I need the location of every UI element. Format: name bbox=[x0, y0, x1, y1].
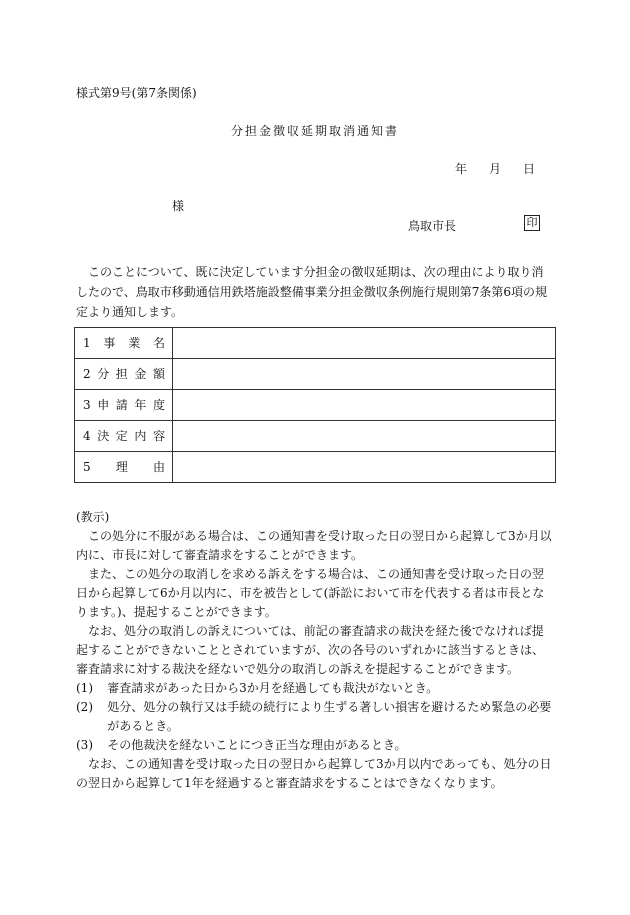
value-cell bbox=[173, 452, 556, 483]
row-number: 3 bbox=[83, 398, 91, 412]
notice-paragraph: なお、処分の取消しの訴えについては、前記の審査請求の裁決を経た後でなければ提起することができないこととされていますが、次の各号のいずれかに該当するときは、審査請求に対する裁決を経ないで処分の取消しの訴えを提起することができます。 bbox=[76, 624, 545, 676]
table-row bbox=[75, 359, 556, 390]
label-char: 名 bbox=[152, 336, 165, 350]
date-line bbox=[455, 160, 535, 178]
label-char: 定 bbox=[115, 429, 128, 443]
table-row bbox=[75, 421, 556, 452]
sender-name: 鳥取市長 bbox=[408, 219, 457, 233]
label-char: 度 bbox=[152, 398, 165, 412]
date-month: 月 bbox=[489, 162, 502, 176]
label-char: 分 bbox=[97, 367, 110, 381]
label-char: 金 bbox=[134, 367, 147, 381]
addressee-suffix: 様 bbox=[172, 199, 185, 213]
notice-paragraph: なお、この通知書を受け取った日の翌日から起算して3か月以内であっても、処分の日の翌日から起算して1年を経過すると審査請求をすることはできなくなります。 bbox=[76, 757, 552, 790]
row-number: 1 bbox=[83, 336, 91, 350]
value-cell bbox=[173, 390, 556, 421]
value-cell bbox=[173, 421, 556, 452]
label-char: 由 bbox=[152, 460, 165, 474]
notice-paragraph: この処分に不服がある場合は、この通知書を受け取った日の翌日から起算して3か月以内に、市長に対して審査請求をすることができます。 bbox=[76, 529, 552, 562]
row-number: 5 bbox=[83, 460, 91, 474]
date-day: 日 bbox=[523, 162, 536, 176]
label-char: 担 bbox=[115, 367, 128, 381]
list-number: (1) bbox=[76, 681, 93, 695]
notice-paragraph: また、この処分の取消しを求める訴えをする場合は、この通知書を受け取った日の翌日から起算して6か月以内に、市を被告として(訴訟において市を代表する者は市長となります。)、提起することができます。 bbox=[76, 567, 545, 619]
date-year: 年 bbox=[455, 162, 468, 176]
row-number: 2 bbox=[83, 367, 91, 381]
label-char: 容 bbox=[152, 429, 165, 443]
notice-section bbox=[76, 508, 554, 793]
table-row bbox=[75, 452, 556, 483]
body-paragraph: このことについて、既に決定しています分担金の徴収延期は、次の理由により取り消したので、鳥取市移動通信用鉄塔施設整備事業分担金徴収条例施行規則第7条第6項の規定より通知します。 bbox=[76, 265, 548, 319]
label-char: 業 bbox=[128, 336, 141, 350]
label-char: 決 bbox=[97, 429, 110, 443]
row-label bbox=[75, 390, 173, 421]
list-text: 審査請求があった日から3か月を経過しても裁決がないとき。 bbox=[107, 681, 439, 695]
table-row bbox=[75, 390, 556, 421]
row-label bbox=[75, 328, 173, 359]
list-text: 処分、処分の執行又は手続の続行により生ずる著しい損害を避けるため緊急の必要があるとき。 bbox=[107, 700, 552, 733]
label-char: 額 bbox=[152, 367, 165, 381]
document-title: 分担金徴収延期取消通知書 bbox=[230, 124, 399, 138]
table-row bbox=[75, 328, 556, 359]
list-number: (3) bbox=[76, 738, 93, 752]
form-number: 様式第9号(第7条関係) bbox=[76, 86, 197, 100]
row-label bbox=[75, 452, 173, 483]
list-item bbox=[76, 736, 554, 755]
label-char: 請 bbox=[115, 398, 128, 412]
label-char: 年 bbox=[134, 398, 147, 412]
row-label bbox=[75, 421, 173, 452]
row-label bbox=[75, 359, 173, 390]
list-number: (2) bbox=[76, 700, 93, 714]
label-char: 内 bbox=[134, 429, 147, 443]
list-item bbox=[76, 679, 554, 698]
label-char: 申 bbox=[97, 398, 110, 412]
list-item bbox=[76, 698, 554, 736]
row-number: 4 bbox=[83, 429, 91, 443]
label-char: 事 bbox=[103, 336, 116, 350]
label-char: 理 bbox=[115, 460, 128, 474]
value-cell bbox=[173, 328, 556, 359]
items-table bbox=[74, 327, 556, 483]
seal-mark: 印 bbox=[524, 215, 540, 231]
notice-heading: (教示) bbox=[76, 510, 110, 524]
value-cell bbox=[173, 359, 556, 390]
list-text: その他裁決を経ないことにつき正当な理由があるとき。 bbox=[107, 738, 407, 752]
